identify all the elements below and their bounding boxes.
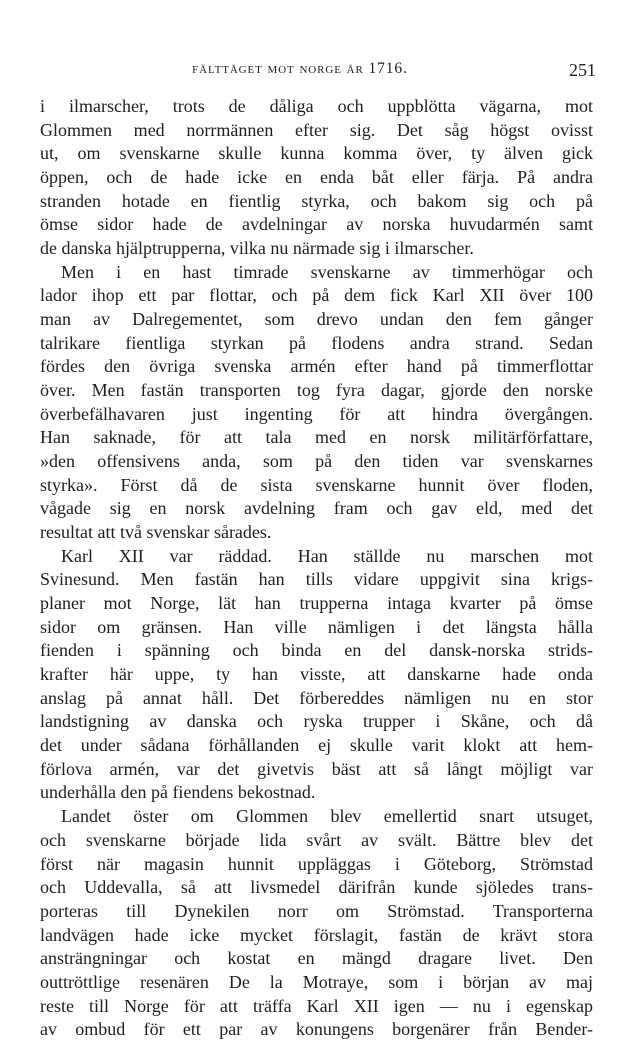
text-line: ömse sidor hade de avdelningar av norska huvudarmén samt bbox=[40, 214, 593, 235]
text-line: det under sådana förhållanden ej skulle varit klokt att hem- bbox=[40, 735, 593, 756]
text-line: sidor om gränsen. Han ville nämligen i det längsta hålla bbox=[40, 616, 593, 637]
text-line: lador ihop ett par flottar, och på dem fick Karl XII över 100 bbox=[40, 285, 593, 306]
text-line: Men i en hast timrade svenskarne av timmerhögar och bbox=[61, 261, 593, 282]
text-line: landstigning av danska och ryska trupper i Skåne, och då bbox=[40, 711, 593, 732]
text-line: Svinesund. Men fastän han tills vidare uppgivit sina krigs- bbox=[40, 569, 593, 590]
text-line: överbefälhavaren just ingenting för att hindra övergången. bbox=[40, 403, 593, 424]
text-line: av ombud för ett par av konungens borgenärer från Bender- bbox=[40, 1019, 593, 1040]
text-line: fienden i spänning och binda en del dansk-norska strids- bbox=[40, 640, 593, 661]
body-text bbox=[40, 95, 593, 1042]
text-line: underhålla den på fiendens bekostnad. bbox=[40, 782, 316, 803]
text-line: krafter här uppe, ty han visste, att danskarne hade onda bbox=[40, 664, 593, 685]
text-line: talrikare fientliga styrkan på flodens andra strand. Sedan bbox=[40, 332, 593, 353]
text-line: vågade sig en norsk avdelning fram och gav eld, med det bbox=[40, 498, 593, 519]
text-line: och Uddevalla, så att livsmedel därifrån kunde sjöledes trans- bbox=[40, 877, 593, 898]
text-line: ansträngningar och kostat en mängd dragare livet. Den bbox=[40, 948, 593, 969]
text-line: man av Dalregementet, som drevo undan den fem gånger bbox=[40, 309, 593, 330]
text-line: öppen, och de hade icke en enda båt eller färja. På andra bbox=[40, 167, 593, 188]
text-line: över. Men fastän transporten tog fyra dagar, gjorde den norske bbox=[40, 380, 593, 401]
text-line: förlova armén, var det givetvis bäst att så långt möjligt var bbox=[40, 758, 593, 779]
text-line: i ilmarscher, trots de dåliga och uppblötta vägarna, mot bbox=[40, 96, 593, 116]
text-line: planer mot Norge, lät han trupperna intaga kvarter på ömse bbox=[40, 593, 593, 614]
running-title: fälttåget mot norge år 1716. bbox=[192, 60, 408, 77]
text-line: reste till Norge för att träffa Karl XII igen — nu i egenskap bbox=[40, 995, 593, 1016]
text-line: anslag på annat håll. Det förbereddes nämligen nu en stor bbox=[40, 687, 593, 708]
text-line: och svenskarne började lida svårt av svält. Bättre blev det bbox=[40, 829, 593, 850]
text-line: outtröttlige resenären De la Motraye, som i början av maj bbox=[40, 971, 593, 992]
text-line: stranden hotade en fientlig styrka, och bakom sig och på bbox=[40, 190, 593, 211]
text-line: ut, om svenskarne skulle kunna komma över, ty älven gick bbox=[40, 143, 593, 164]
text-line: styrka». Först då de sista svenskarne hunnit över floden, bbox=[40, 474, 593, 495]
text-line: först när magasin hunnit uppläggas i Göteborg, Strömstad bbox=[40, 853, 593, 874]
text-line: »den offensivens anda, som på den tiden var svenskarnes bbox=[40, 451, 593, 472]
text-line: landvägen hade icke mycket förslagit, fastän de krävt stora bbox=[40, 924, 593, 945]
text-line: resultat att två svenskar sårades. bbox=[40, 522, 272, 543]
text-line: fördes den övriga svenska armén efter hand på timmerflottar bbox=[40, 356, 593, 377]
page-number: 251 bbox=[569, 60, 596, 80]
text-line: porteras till Dynekilen norr om Strömstad. Transporterna bbox=[40, 900, 593, 921]
text-line: Karl XII var räddad. Han ställde nu marschen mot bbox=[61, 545, 593, 566]
text-line: Glommen med norrmännen efter sig. Det såg högst ovisst bbox=[40, 119, 593, 140]
page-header bbox=[40, 60, 596, 84]
text-line: de danska hjälptrupperna, vilka nu närmade sig i ilmarscher. bbox=[40, 238, 474, 259]
text-line: Han saknade, för att tala med en norsk militärförfattare, bbox=[40, 427, 593, 448]
text-line: Landet öster om Glommen blev emellertid snart utsuget, bbox=[61, 806, 593, 827]
